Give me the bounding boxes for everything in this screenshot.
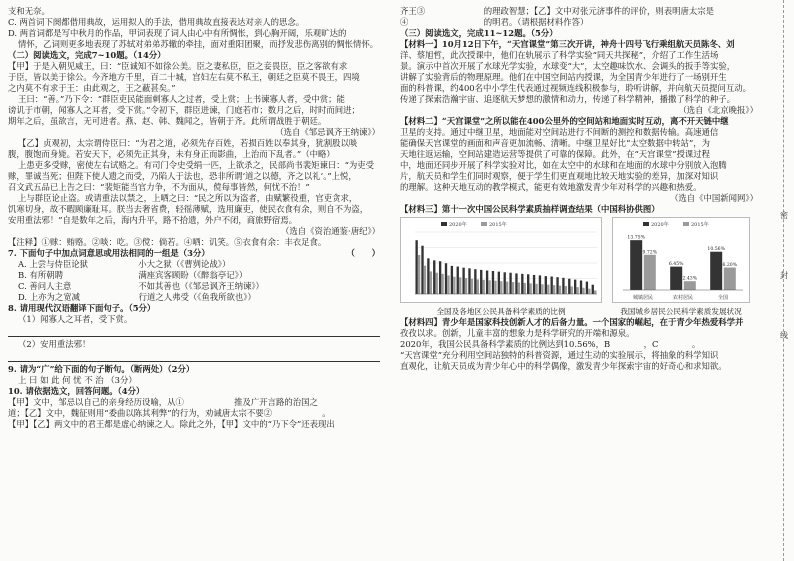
bar-2020年 <box>457 267 459 294</box>
bar-2015年 <box>547 285 549 294</box>
answer-paren[interactable]: （ ） <box>346 248 380 258</box>
category-label: 农村居民 <box>672 295 694 301</box>
bar-2015年 <box>518 282 520 294</box>
material-4: 2020年，我国公民具备科学素质的比例达到10.56%，B ，C 。 <box>400 339 701 349</box>
legend-swatch <box>481 222 487 226</box>
bar-2020年 <box>592 285 594 294</box>
bar-2020年 <box>504 272 506 294</box>
bar-2020年 <box>492 271 494 294</box>
material-2: 的理解。这种天地互动的教学模式，能更有效地激发青少年对科学的兴趣和热爱。 <box>400 182 702 192</box>
material-4: 直观化，让航天员成为青少年心中的科学偶像，激发青少年探索宇宙的好奇心和求知欲。 <box>400 361 727 371</box>
bar-2020年 <box>486 271 488 294</box>
bar-2015年 <box>447 275 449 294</box>
data-label: 6.45% <box>668 262 684 268</box>
data-label: 9.72% <box>642 250 658 256</box>
q7-option-a: A. 上尝与侍臣论狱 小大之狱（《曹刿论战》） <box>18 259 231 269</box>
q7-option-d: D. 上亦为之宽减 行道之人弗受（《鱼我所欲也》） <box>18 292 256 302</box>
bar-2020年 <box>710 252 722 290</box>
bar-2015年 <box>588 289 590 294</box>
bar-2015年 <box>453 277 455 294</box>
q10-cont: 齐王③ 的理政智慧；【乙】文中对张元济事件的评价，则表明唐太宗是 <box>400 6 715 16</box>
bar-2020年 <box>551 277 553 294</box>
bar-2020年 <box>515 273 517 294</box>
yi-text: 【乙】贞观初，太宗谓侍臣曰：“为君之道，必须先存百姓，若损百姓以奉其身，犹割股以啖 <box>18 138 358 148</box>
left-column <box>8 6 380 430</box>
bar-2020年 <box>533 275 535 294</box>
urban-rural-literacy-chart <box>612 217 750 303</box>
material-2: 片，航天员和学生们同时观察，便于学生们更直观地比较天地实验的差异，加深对知识 <box>400 171 719 181</box>
bar-2020年 <box>580 280 582 294</box>
bar-2015年 <box>436 273 438 294</box>
bar-2020年 <box>421 246 423 294</box>
fold-mark-1: 密 <box>780 211 788 220</box>
q8-sentence-1: （1）闻寡人之耳者，受下赏。 <box>18 314 133 324</box>
data-label: 13.75% <box>627 235 645 241</box>
legend-label: 2015年 <box>489 222 507 228</box>
bar-2015年 <box>582 288 584 294</box>
category-label: 城镇居民 <box>632 295 654 301</box>
q7-option-b: B. 有所朝聘 满座宾客顾盼（《醉翁亭记》） <box>18 270 248 280</box>
bar-2015年 <box>644 255 656 290</box>
bar-2020年 <box>670 267 682 290</box>
bar-2015年 <box>512 282 514 294</box>
legend-label: 2020年 <box>449 222 467 228</box>
bar-2015年 <box>471 279 473 294</box>
bar-2020年 <box>451 266 453 294</box>
material-3-title: 【材料三】第十一次中国公民科学素质抽样调查结果（中国科协供图） <box>400 204 660 214</box>
bar-2015年 <box>418 255 420 294</box>
bar-2015年 <box>535 284 537 294</box>
bar-2020年 <box>462 268 464 294</box>
bar-2015年 <box>684 281 696 290</box>
category-label: 全国 <box>717 295 729 301</box>
chart-caption-1: 全国及各地区公民具备科学素质的比例 <box>436 307 566 316</box>
q10-cont: ④ 的明君。（请根据材料作答） <box>400 17 589 27</box>
jia-text: 之内莫不有求于王：由此观之，王之蔽甚矣。” <box>8 83 176 93</box>
bar-2020年 <box>545 276 547 294</box>
bar-2020年 <box>586 282 588 294</box>
jia-source: （选自《邹忌讽齐王纳谏》） <box>275 127 380 137</box>
data-label: 2.43% <box>682 276 698 282</box>
bar-2020年 <box>521 274 523 294</box>
question-7: 7. 下面句子中加点词意思或用法相同的一组是（3分） （ ） <box>8 248 380 258</box>
jia-text: 【甲】于是入朝见威王，曰：“臣诚知不如徐公美。臣之妻私臣，臣之妾畏臣，臣之客欲有求 <box>8 61 348 71</box>
yi-text: 腹，腹饱而身毙。若安天下，必须先正其身，未有身正而影曲，上治而下乱者。”（中略） <box>8 149 335 159</box>
material-2: 能确保天宫课堂的画面和声音更加流畅、清晰。中继卫星好比“太空数据中转站”，为 <box>400 138 711 148</box>
answer-line[interactable] <box>8 326 380 337</box>
bar-2015年 <box>571 286 573 294</box>
legend-label: 2020年 <box>651 222 669 228</box>
bar-2015年 <box>494 281 496 294</box>
q10-line-1: 【甲】文中，邹忌以自己的亲身经历设喻，从① 推及广开言路的治国之 <box>8 397 318 407</box>
jia-text: 谤讥于市朝，闻寡人之耳者，受下赏。”令初下，群臣进谏，门庭若市；数月之后，时时而间进； <box>8 105 360 115</box>
material-2: 卫星的支持。通过中继卫星，地面能对空间站进行不间断的测控和数据传输。高速通信 <box>400 127 719 137</box>
bar-2020年 <box>630 240 642 290</box>
material-1: 【材料一】10月12日下午，“天宫课堂”第三次开讲，神舟十四号飞行乘组航天员陈冬、刘 <box>400 39 735 49</box>
bar-2015年 <box>506 282 508 294</box>
yi-text: 赇，罪诚当死；但陛下使人遗之而受，乃陷人于法也，恐非所谓‘道之以德，齐之以礼’。”上悦， <box>8 171 357 181</box>
bar-2020年 <box>556 277 558 294</box>
chart-caption-2: 我国城乡居民公民科学素质发展状况 <box>620 307 742 316</box>
right-column <box>400 6 758 372</box>
option-d: D. 两首词都是写中秋月的作品，甲词表现了词人由心中有所惆怅，到心胸开阔，乐观旷达的 <box>8 28 347 38</box>
data-label: 10.56% <box>707 247 725 253</box>
material-4: 【材料四】青少年是国家科技创新人才的后备力量。一个国家的崛起，在于青少年热爱科学并 <box>400 317 744 327</box>
bar-2020年 <box>527 274 529 294</box>
bar-2015年 <box>441 274 443 294</box>
q9-sentence: 上 曰 如 此 何 忧 不 治 （3分） <box>18 375 137 385</box>
bar-2020年 <box>439 261 441 294</box>
yi-text: 上患吏多受赇，密使左右试赂之。有司门令史受绢一匹，上欲杀之，民部尚书裴矩谏曰：“为吏受 <box>18 160 375 170</box>
material-1: 面的科普课，约400名中小学生代表通过视频连线积极参与，聆听讲解，并向航天员提问互动。 <box>400 83 751 93</box>
question-8: 8. 请用现代汉语翻译下面句子。（5分） <box>8 303 156 313</box>
section-3-title: （三）阅读选文，完成11~12题。（5分） <box>400 28 558 38</box>
q10-line-3: 【甲】【乙】两文中的君王都是虚心纳谏之人。除此之外，【甲】文中的“乃下令”还表现出 <box>8 419 335 429</box>
jia-text: 于臣，皆以美于徐公。今齐地方千里，百二十城，宫妇左右莫不私王，朝廷之臣莫不畏王，四境 <box>8 72 360 82</box>
bar-2015年 <box>724 268 736 290</box>
bar-2015年 <box>559 286 561 294</box>
bar-2015年 <box>524 283 526 294</box>
yi-text: 召文武五品已上告之曰：“裴矩能当官力争，不为面从，傥每事皆然，何忧不治！” <box>8 182 310 192</box>
q10-line-2: 道；【乙】文中，魏征则用“委曲以陈其利弊”的行为，劝诫唐太宗不要② 。 <box>8 408 331 418</box>
answer-line[interactable] <box>8 351 380 362</box>
bar-2020年 <box>568 279 570 294</box>
bar-2015年 <box>424 266 426 294</box>
material-2: 【材料二】“天宫课堂”之所以能在400公里外的空间站和地面实时互动，离不开天链中继 <box>400 116 729 126</box>
material-2: 中，地面还同步开展了科学实验对比，如在太空中的水球和在地面的水球中分别放入泡腾 <box>400 160 727 170</box>
bar-2020年 <box>427 258 429 294</box>
material-1: 洋、蔡旭哲，此次授课中，他们在轨展示了科学实验“同天共探秘”，介绍了工作生活场 <box>400 50 719 60</box>
material-4: “天宫课堂”充分利用空间站独特的科普资源，通过生动的实验展示，将抽象的科学知识 <box>400 350 719 360</box>
legend-label: 2015年 <box>691 222 709 228</box>
bar-2020年 <box>574 280 576 294</box>
bar-2020年 <box>509 273 511 294</box>
data-label: 6.20% <box>722 263 738 269</box>
legend-swatch <box>643 222 649 226</box>
bar-2020年 <box>433 260 435 294</box>
bar-2015年 <box>576 287 578 294</box>
material-1: 讲解了实验背后的物理原理。他们在中国空间站内授课，为全国青少年进行了一场别开生 <box>400 72 727 82</box>
annotation: 【注释】①赇：贿赂。②啖：吃。③傥：倘若。④哂：讥笑。⑤衣食有余：丰衣足食。 <box>8 237 327 247</box>
bar-2020年 <box>468 268 470 294</box>
legend-swatch <box>441 222 447 226</box>
material-2-source: （选自《中国新闻网》） <box>670 193 758 203</box>
material-2: 天地往返运输，空间站建造运营等提供了可靠的保障。此外，在“天宫课堂”授课过程 <box>400 149 711 159</box>
bar-2020年 <box>445 263 447 294</box>
bar-2015年 <box>465 278 467 294</box>
bar-2015年 <box>483 280 485 294</box>
yi-source: （选自《资治通鉴·唐纪》） <box>281 226 380 236</box>
section-2-title: （二）阅读选文，完成7~10题。（14分） <box>8 50 166 60</box>
bar-2015年 <box>565 286 567 294</box>
bar-2020年 <box>539 275 541 294</box>
q7-option-c: C. 善问人主意 不如其善也（《邹忌讽齐王纳谏》） <box>18 281 264 291</box>
bar-2015年 <box>541 284 543 294</box>
question-10: 10. 请依据选文，回答问题。（4分） <box>8 386 145 396</box>
bar-2015年 <box>430 271 432 294</box>
material-4: 孜孜以求。创新，儿童丰富的想象力是科学研究的开端和源泉。 <box>400 328 635 338</box>
yi-text: 饥寒切身，故不暇顾廉耻耳。朕当去奢省费，轻徭薄赋，选用廉吏，使民衣食有余，则自不为盗， <box>8 204 369 214</box>
yi-text: 安用重法邪！”自是数年之后，海内升平，路不拾遗，外户不闭，商旅野宿焉。 <box>8 215 298 225</box>
option-line: 支和无奈。 <box>8 6 50 16</box>
bar-2020年 <box>498 272 500 294</box>
bar-2020年 <box>480 270 482 294</box>
option-d-cont: 情怀，乙词则更多地表现了苏轼对弟弟苏辙的牵挂，面对重阳团聚，而抒发悲伤离别的惆怅情怀。 <box>18 39 379 49</box>
region-science-literacy-chart <box>400 217 602 303</box>
bar-2020年 <box>415 240 417 294</box>
bar-2015年 <box>477 279 479 294</box>
legend-swatch <box>683 222 689 226</box>
bar-2015年 <box>553 285 555 294</box>
question-9: 9. 请为“广”给下面的句子断句。（断两处）（2分） <box>8 364 195 374</box>
jia-text: 期年之后，虽欲言，无可进者。燕、赵、韩、魏闻之，皆朝于齐。此所谓战胜于朝廷。 <box>8 116 327 126</box>
bar-2015年 <box>488 280 490 294</box>
bar-2015年 <box>459 277 461 294</box>
bar-2020年 <box>562 278 564 294</box>
material-1-source: （选自《北京晚报》） <box>678 105 758 115</box>
bar-2015年 <box>529 283 531 294</box>
bar-2015年 <box>500 281 502 294</box>
fold-mark-3: 线 <box>780 331 788 340</box>
fold-mark-2: 封 <box>780 271 788 280</box>
q8-sentence-2: （2）安用重法邪！ <box>18 339 91 349</box>
bar-2020年 <box>474 269 476 294</box>
yi-text: 上与群臣论止盗。或请重法以禁之，上哂之曰：“民之所以为盗者，由赋繁役重，官吏贪求， <box>18 193 358 203</box>
bar-2015年 <box>594 290 596 294</box>
material-1: 传递了探索浩瀚宇宙、追逐航天梦想的激情和动力，传递了科学精神，播撒了科学的种子。 <box>400 94 735 104</box>
jia-text: 王曰：“善。”乃下令：“群臣吏民能面刺寡人之过者，受上赏；上书谏寡人者，受中赏；能 <box>18 94 345 104</box>
option-c: C. 两首词下阕都借用典故，运用拟人的手法，借用典故直接表达对亲人的思念。 <box>8 17 305 27</box>
material-1: 景。演示中首次开展了水球光学实验，水球变“大”，太空趣味饮水、会调头的扳手等实验， <box>400 61 736 71</box>
chart-row <box>400 217 758 317</box>
